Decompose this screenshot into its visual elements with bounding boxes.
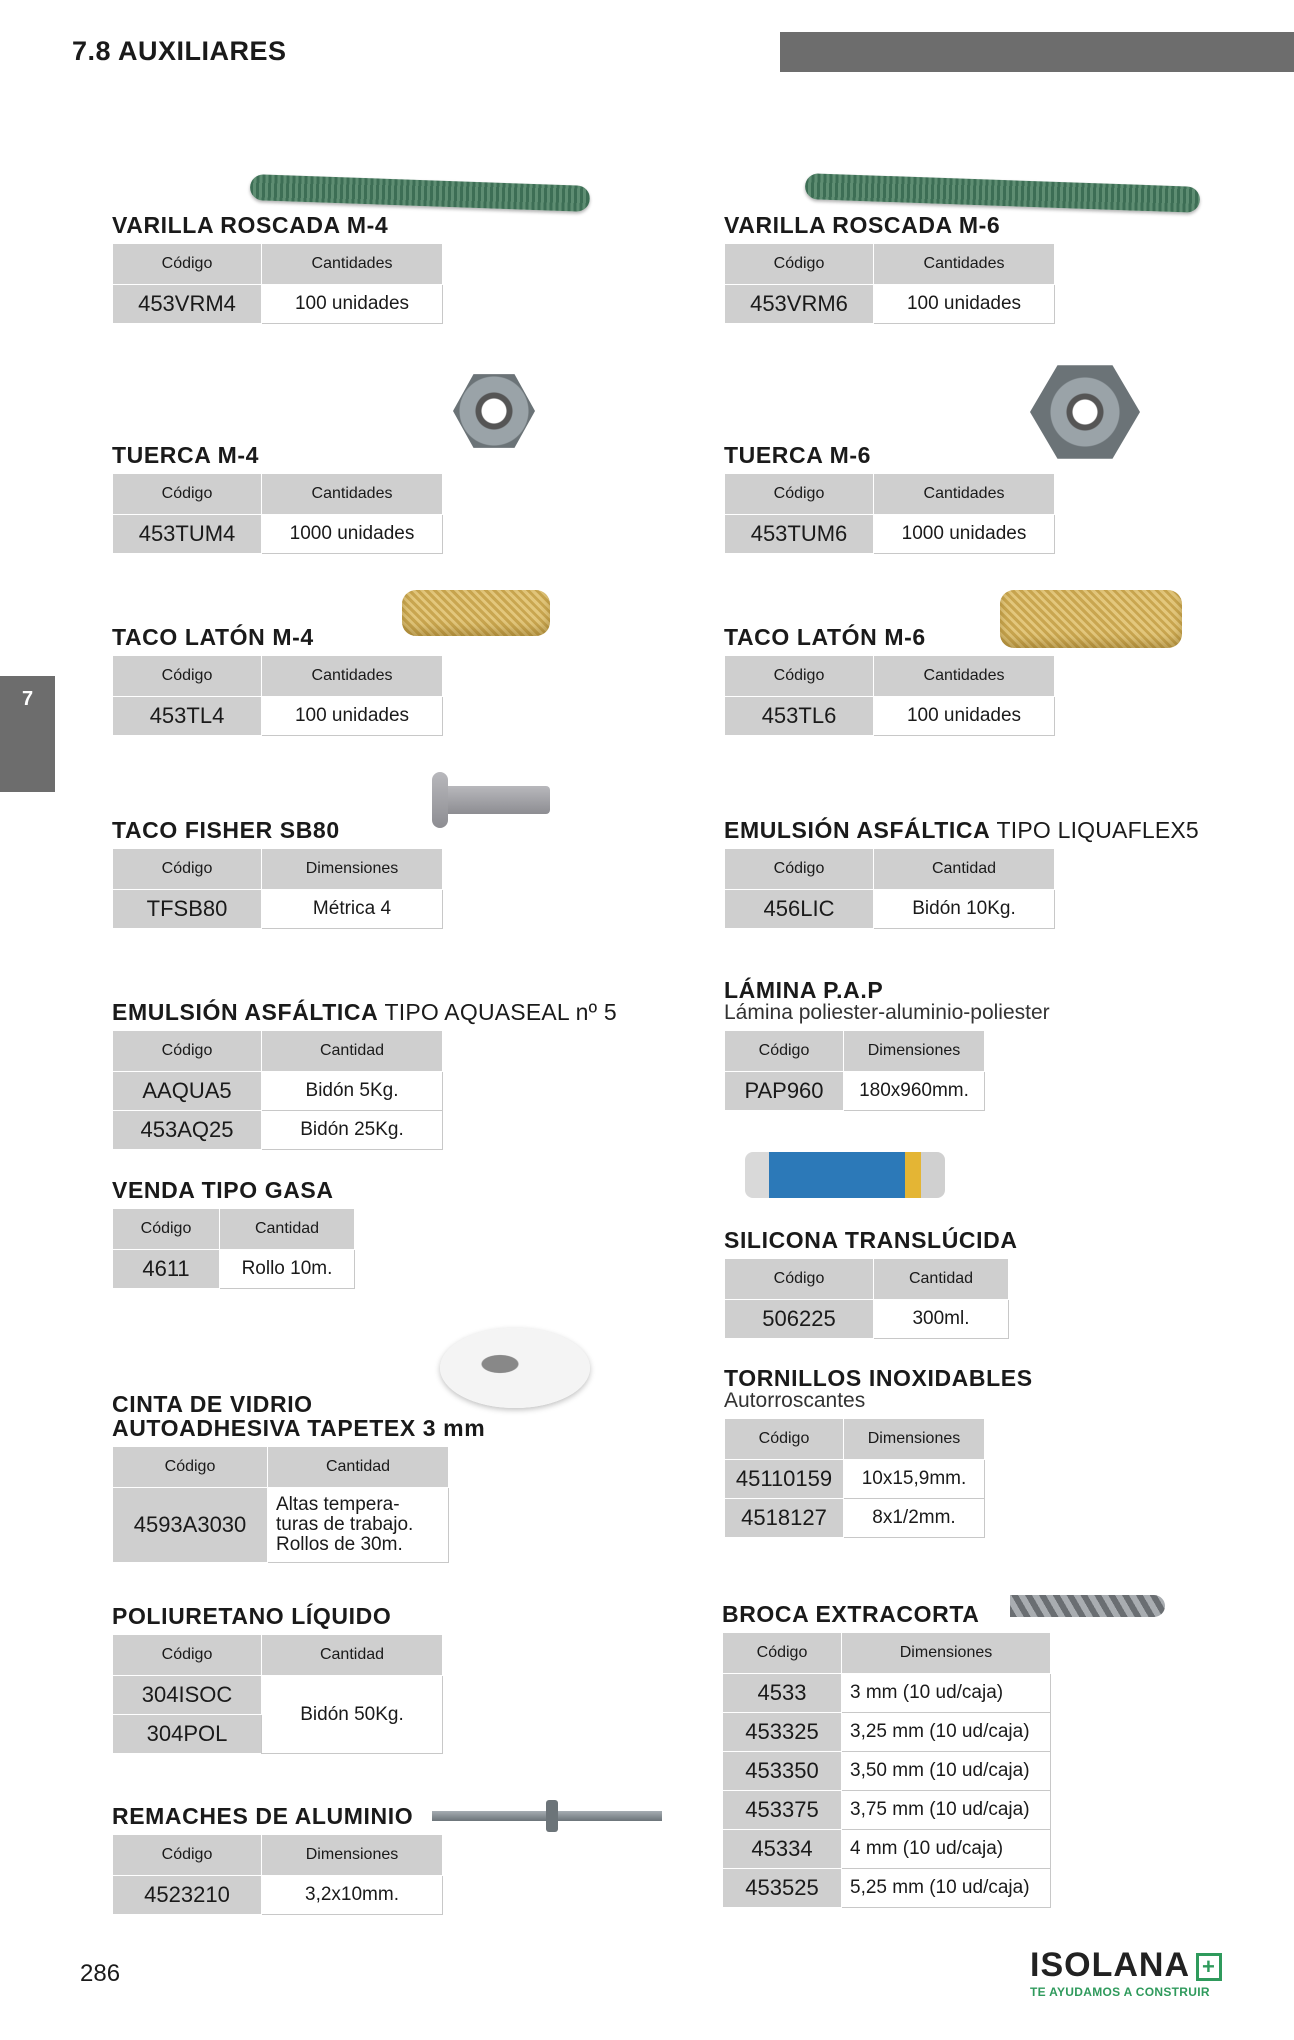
- col-header: Cantidades: [874, 244, 1055, 285]
- product-title: TUERCA M-4: [112, 442, 259, 468]
- col-header: Dimensiones: [262, 1835, 443, 1876]
- value-cell: Bidón 25Kg.: [262, 1111, 443, 1150]
- product-silicona: [724, 1228, 1018, 1339]
- product-subtitle: Autorroscantes: [724, 1389, 866, 1412]
- col-header: Cantidad: [874, 849, 1055, 890]
- col-header: Cantidades: [874, 656, 1055, 697]
- code-cell: 304ISOC: [113, 1676, 262, 1715]
- table-row: [113, 890, 443, 929]
- table-row: [725, 890, 1055, 929]
- silicone-tube-image: [745, 1152, 945, 1198]
- product-taco-fisher: [112, 818, 443, 929]
- product-varilla-m6: [724, 213, 1055, 324]
- rivet-head-image: [546, 1800, 558, 1832]
- code-cell: 453AQ25: [113, 1111, 262, 1150]
- code-cell: AAQUA5: [113, 1072, 262, 1111]
- product-table: [112, 1634, 443, 1754]
- product-title: BROCA EXTRACORTA: [722, 1601, 980, 1627]
- col-header: Cantidad: [262, 1031, 443, 1072]
- plus-icon: +: [1196, 1953, 1222, 1981]
- table-row: [113, 697, 443, 736]
- value-cell: 300ml.: [874, 1300, 1009, 1339]
- col-header: Código: [725, 1031, 844, 1072]
- product-broca: [722, 1602, 1051, 1908]
- col-header: Código: [725, 656, 874, 697]
- code-cell: 453350: [723, 1752, 842, 1791]
- product-table: [724, 1030, 985, 1111]
- page-number: 286: [80, 1960, 121, 1987]
- product-varilla-m4: [112, 213, 443, 324]
- table-row: [725, 1300, 1009, 1339]
- col-header: Cantidad: [874, 1259, 1009, 1300]
- code-cell: 453VRM6: [725, 285, 874, 324]
- col-header: Código: [113, 1835, 262, 1876]
- desc-line: Rollos de 30m.: [276, 1534, 403, 1555]
- col-header: Código: [113, 244, 262, 285]
- value-cell: 3,50 mm (10 ud/caja): [842, 1752, 1051, 1791]
- value-cell: 100 unidades: [262, 285, 443, 324]
- col-header: Dimensiones: [844, 1419, 985, 1460]
- product-title: TUERCA M-6: [724, 442, 871, 468]
- table-row: [113, 1676, 443, 1715]
- product-venda-gasa: [112, 1178, 355, 1289]
- product-cinta-vidrio: [112, 1392, 485, 1563]
- desc-line: turas de trabajo.: [276, 1514, 414, 1535]
- brand-name: ISOLANA: [1030, 1946, 1190, 1984]
- product-table: [112, 1446, 449, 1563]
- code-cell: 453375: [723, 1791, 842, 1830]
- table-row: [723, 1869, 1051, 1908]
- product-table: [112, 655, 443, 736]
- product-table: [112, 473, 443, 554]
- code-cell: 453TUM4: [113, 515, 262, 554]
- col-header: Cantidades: [262, 244, 443, 285]
- code-cell: 4523210: [113, 1876, 262, 1915]
- product-title: LÁMINA P.A.P: [724, 977, 884, 1003]
- title-light: TIPO LIQUAFLEX5: [990, 817, 1199, 843]
- table-row: [725, 697, 1055, 736]
- value-cell: 3,2x10mm.: [262, 1876, 443, 1915]
- product-title: SILICONA TRANSLÚCIDA: [724, 1227, 1018, 1253]
- table-row: [113, 515, 443, 554]
- product-table: [112, 848, 443, 929]
- code-cell: 45110159: [725, 1460, 844, 1499]
- header-bar: [780, 32, 1294, 72]
- col-header: Código: [723, 1633, 842, 1674]
- product-title-line2: AUTOADHESIVA TAPETEX 3 mm: [112, 1415, 486, 1441]
- product-table: [112, 1834, 443, 1915]
- col-header: Cantidades: [262, 474, 443, 515]
- product-title: TACO LATÓN M-6: [724, 624, 926, 650]
- table-row: [725, 1072, 985, 1111]
- table-row: [725, 1499, 985, 1538]
- table-row: [723, 1830, 1051, 1869]
- table-row: [725, 515, 1055, 554]
- chapter-tab: 7: [0, 676, 55, 792]
- product-table: [112, 1030, 443, 1150]
- product-remaches: [112, 1804, 443, 1915]
- code-cell: 453TL4: [113, 697, 262, 736]
- code-cell: 453TL6: [725, 697, 874, 736]
- product-table: [724, 473, 1055, 554]
- value-cell: Bidón 50Kg.: [262, 1676, 443, 1754]
- table-row: [113, 1250, 355, 1289]
- col-header: Código: [113, 474, 262, 515]
- product-title: POLIURETANO LÍQUIDO: [112, 1603, 392, 1629]
- product-table: [724, 243, 1055, 324]
- code-cell: 453TUM6: [725, 515, 874, 554]
- col-header: Código: [113, 1031, 262, 1072]
- col-header: Código: [113, 1635, 262, 1676]
- col-header: Código: [725, 1259, 874, 1300]
- value-cell: 1000 unidades: [262, 515, 443, 554]
- code-cell: 4518127: [725, 1499, 844, 1538]
- brand-tagline: TE AYUDAMOS A CONSTRUIR: [1030, 1985, 1210, 1999]
- col-header: Cantidad: [262, 1635, 443, 1676]
- table-row: [723, 1791, 1051, 1830]
- col-header: Código: [725, 849, 874, 890]
- value-cell: 5,25 mm (10 ud/caja): [842, 1869, 1051, 1908]
- code-cell: 4611: [113, 1250, 220, 1289]
- product-lamina-pap: [724, 978, 1050, 1111]
- value-cell: 4 mm (10 ud/caja): [842, 1830, 1051, 1869]
- product-subtitle: Lámina poliester-aluminio-poliester: [724, 1001, 1050, 1024]
- value-cell: 8x1/2mm.: [844, 1499, 985, 1538]
- product-emulsion-liquaflex: [724, 818, 1199, 929]
- col-header: Dimensiones: [842, 1633, 1051, 1674]
- col-header: Cantidad: [220, 1209, 355, 1250]
- value-cell: 1000 unidades: [874, 515, 1055, 554]
- table-row: [725, 1460, 985, 1499]
- col-header: Código: [725, 244, 874, 285]
- col-header: Código: [113, 1447, 268, 1488]
- product-title: [724, 818, 1199, 842]
- value-cell: 10x15,9mm.: [844, 1460, 985, 1499]
- code-cell: 4533: [723, 1674, 842, 1713]
- value-cell: 100 unidades: [874, 285, 1055, 324]
- table-row: [113, 1488, 449, 1563]
- col-header: Dimensiones: [262, 849, 443, 890]
- col-header: Código: [113, 849, 262, 890]
- product-taco-laton-m6: [724, 625, 1055, 736]
- title-light: TIPO AQUASEAL nº 5: [378, 999, 617, 1025]
- product-table: [112, 1208, 355, 1289]
- product-title: VENDA TIPO GASA: [112, 1177, 334, 1203]
- value-cell: Métrica 4: [262, 890, 443, 929]
- desc-line: Altas tempera-: [276, 1494, 400, 1515]
- code-cell: TFSB80: [113, 890, 262, 929]
- nut-m4-image: [453, 370, 535, 452]
- code-cell: 45334: [723, 1830, 842, 1869]
- product-title: TACO LATÓN M-4: [112, 624, 314, 650]
- product-taco-laton-m4: [112, 625, 443, 736]
- value-cell: 3,25 mm (10 ud/caja): [842, 1713, 1051, 1752]
- value-cell: 100 unidades: [874, 697, 1055, 736]
- product-table: [724, 1418, 985, 1538]
- value-cell: 3 mm (10 ud/caja): [842, 1674, 1051, 1713]
- table-row: [113, 1876, 443, 1915]
- section-title: 7.8 AUXILIARES: [72, 36, 287, 66]
- value-cell: Rollo 10m.: [220, 1250, 355, 1289]
- table-row: [113, 285, 443, 324]
- col-header: Cantidad: [268, 1447, 449, 1488]
- table-row: [113, 1111, 443, 1150]
- product-table: [722, 1632, 1051, 1908]
- product-title: VARILLA ROSCADA M-6: [724, 212, 1001, 238]
- col-header: Código: [113, 1209, 220, 1250]
- product-emulsion-aquaseal: [112, 1000, 617, 1150]
- col-header: Código: [725, 474, 874, 515]
- code-cell: 304POL: [113, 1715, 262, 1754]
- table-row: [723, 1752, 1051, 1791]
- value-cell: [268, 1488, 449, 1563]
- threaded-rod-m6-image: [805, 173, 1201, 213]
- code-cell: 453325: [723, 1713, 842, 1752]
- product-title: CINTA DE VIDRIO: [112, 1391, 313, 1417]
- table-row: [725, 285, 1055, 324]
- product-title: [112, 1000, 617, 1024]
- code-cell: 456LIC: [725, 890, 874, 929]
- value-cell: 3,75 mm (10 ud/caja): [842, 1791, 1051, 1830]
- value-cell: 180x960mm.: [844, 1072, 985, 1111]
- code-cell: 453VRM4: [113, 285, 262, 324]
- product-table: [112, 243, 443, 324]
- col-header: Dimensiones: [844, 1031, 985, 1072]
- col-header: Cantidades: [874, 474, 1055, 515]
- code-cell: 4593A3030: [113, 1488, 268, 1563]
- table-row: [113, 1072, 443, 1111]
- col-header: Cantidades: [262, 656, 443, 697]
- value-cell: 100 unidades: [262, 697, 443, 736]
- fisher-plug-image: [440, 786, 550, 814]
- product-title: TACO FISHER SB80: [112, 817, 340, 843]
- value-cell: Bidón 5Kg.: [262, 1072, 443, 1111]
- product-table: [724, 1258, 1009, 1339]
- product-tornillos: [724, 1366, 1033, 1538]
- brand-wordmark: [1030, 1946, 1222, 1985]
- title-bold: EMULSIÓN ASFÁLTICA: [112, 999, 379, 1025]
- value-cell: Bidón 10Kg.: [874, 890, 1055, 929]
- threaded-rod-m4-image: [250, 174, 591, 212]
- col-header: Código: [113, 656, 262, 697]
- product-title: VARILLA ROSCADA M-4: [112, 212, 389, 238]
- product-table: [724, 848, 1055, 929]
- table-row: [723, 1674, 1051, 1713]
- title-bold: EMULSIÓN ASFÁLTICA: [724, 817, 991, 843]
- code-cell: 506225: [725, 1300, 874, 1339]
- product-title: REMACHES DE ALUMINIO: [112, 1803, 414, 1829]
- table-row: [723, 1713, 1051, 1752]
- product-tuerca-m4: [112, 443, 443, 554]
- product-title: TORNILLOS INOXIDABLES: [724, 1365, 1033, 1391]
- code-cell: PAP960: [725, 1072, 844, 1111]
- col-header: Código: [725, 1419, 844, 1460]
- brand-logo: [1030, 1946, 1222, 1999]
- product-poliuretano: [112, 1604, 443, 1754]
- product-tuerca-m6: [724, 443, 1055, 554]
- code-cell: 453525: [723, 1869, 842, 1908]
- product-table: [724, 655, 1055, 736]
